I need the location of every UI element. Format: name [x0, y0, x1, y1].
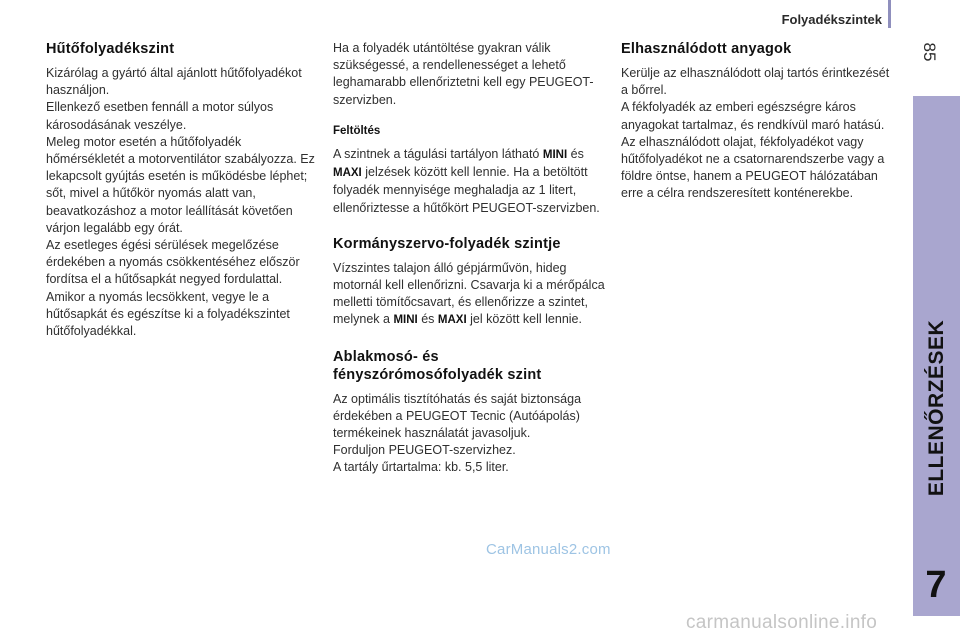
- section-title: Folyadékszintek: [781, 12, 882, 27]
- column-used-materials: [621, 40, 891, 203]
- header-rule: [888, 0, 891, 28]
- column-fluids: [333, 40, 608, 477]
- coolant-intro: Ha a folyadék utántöltése gyakran válik szükségessé, a rendellenességet a lehető leghamarabb ellenőriztetni kell egy PEUGEOT-szervizben.: [333, 41, 594, 107]
- mini-mark: MINI: [542, 149, 568, 162]
- page-number: 85: [920, 42, 939, 62]
- maxi-mark: MAXI: [333, 167, 362, 180]
- chapter-tab-label: ELLENŐRZÉSEK: [925, 319, 949, 497]
- fill-heading: Feltöltés: [333, 124, 381, 137]
- chapter-number: 7: [925, 564, 947, 606]
- coolant-heading: Hűtőfolyadékszint: [46, 41, 175, 57]
- watermark-carmanuals2: CarManuals2.com: [486, 541, 611, 558]
- maxi-mark: MAXI: [437, 314, 467, 327]
- mini-mark: MINI: [393, 314, 418, 327]
- fill-body: A szintnek a tágulási tartályon látható MINI és MAXI jelzések között kell lennie. Ha a betöltött folyadék mennyisége meghaladja az 1 litert, ellenőriztesse a hűtőkört PEUGEOT-szervizben.: [333, 147, 600, 215]
- used-materials-heading: Elhasználódott anyagok: [621, 41, 792, 57]
- watermark-carmanualsonline: carmanualsonline.info: [686, 612, 878, 633]
- column-coolant: [46, 40, 322, 340]
- washer-heading: Ablakmosó- és fényszórómosófolyadék szint: [333, 348, 542, 383]
- steering-heading: Kormányszervo-folyadék szintje: [333, 235, 561, 252]
- washer-body: Az optimális tisztítóhatás és saját biztonsága érdekében a PEUGEOT Tecnic (Autóápolás) termékeinek használatát javasoljuk. Forduljon PEUGEOT-szervizhez. A tartály űrtartalma: kb. 5,5 liter.: [333, 391, 582, 475]
- coolant-body: Kizárólag a gyártó által ajánlott hűtőfolyadékot használjon. Ellenkező esetben fennáll a motor súlyos károsodásának veszélye. Meleg motor esetén a hűtőfolyadék hőmérsékletét a motorventilátor szabályozza. Ez lekapcsolt gyújtás esetén is működésbe léphet; sőt, mivel a hűtőkör nyomás alatt van, beavatkozáshoz a motor leállítását követően várjon legalább egy órát. Az esetleges égési sérülések megelőzése érdekében a nyomás csökkentéséhez először fordítsa el a hűtősapkát negyed fordulattal. Amikor a nyomás lecsökkent, vegye le a hűtősapkát és egészítse ki a folyadékszintet hűtőfolyadékkal.: [46, 66, 315, 339]
- used-materials-body: Kerülje az elhasználódott olaj tartós érintkezését a bőrrel. A fékfolyadék az emberi egészségre káros anyagokat tartalmaz, és rendkívül maró hatású. Az elhasználódott olajat, fékfolyadékot vagy hűtőfolyadékot ne a csatornarendszerbe vagy a földre öntse, hanem a PEUGEOT hálózatában erre a célra rendszeresített konténerekbe.: [621, 66, 890, 201]
- steering-body: Vízszintes talajon álló gépjárművön, hideg motornál kell ellenőrizni. Csavarja ki a mérőpálca melletti tömítőcsavart, és ellenőrizze a szintet, melynek a MINI és MAXI jel között kell lennie.: [333, 260, 605, 327]
- chapter-tab-label-box: [914, 258, 960, 558]
